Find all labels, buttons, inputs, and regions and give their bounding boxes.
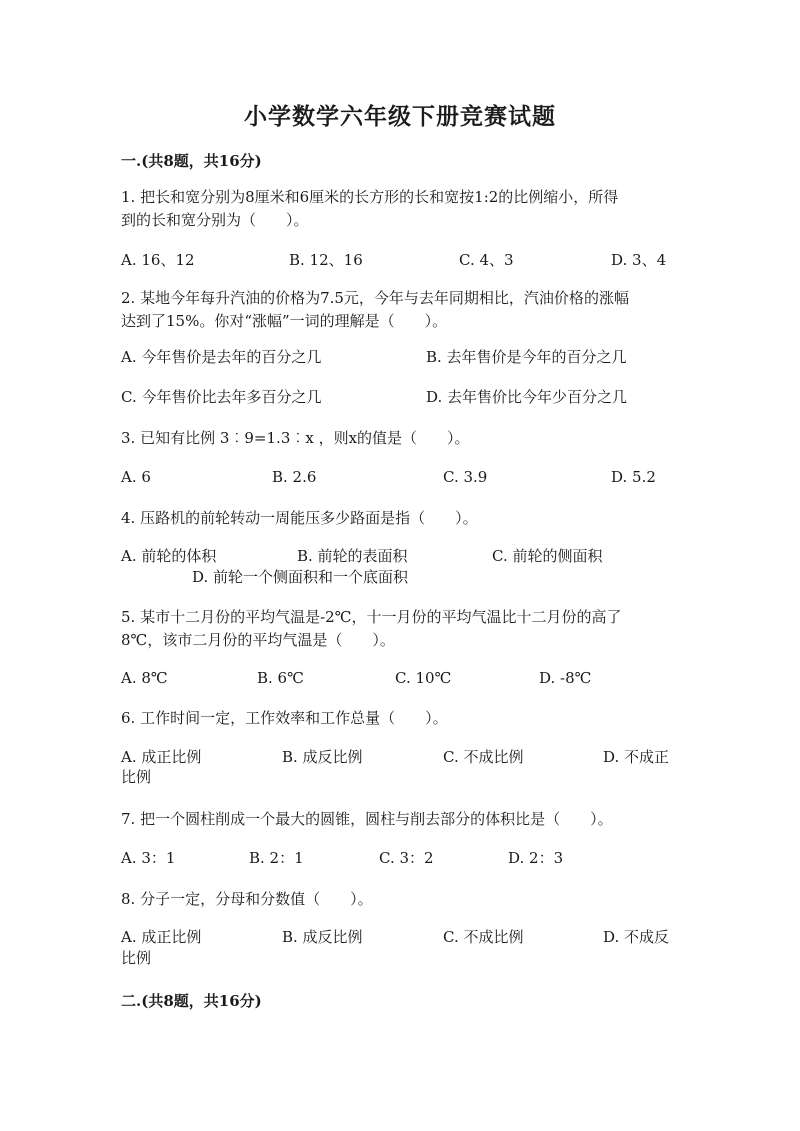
question-4-option-c: C. 前轮的侧面积 (492, 547, 603, 565)
question-7-option-a: A. 3：1 (121, 849, 176, 867)
question-2-option-c: C. 今年售价比去年多百分之几 (121, 388, 322, 406)
question-2-option-d: D. 去年售价比今年少百分之几 (426, 388, 628, 406)
question-1-option-c: C. 4、3 (459, 251, 514, 269)
question-8-line-1: 8. 分子一定，分母和分数值（ ）。 (121, 890, 373, 908)
question-8-option-b: B. 成反比例 (282, 928, 363, 946)
question-6-option-a: A. 成正比例 (121, 748, 202, 766)
question-8-option-c: C. 不成比例 (443, 928, 524, 946)
question-5-option-d: D. -8℃ (539, 669, 592, 687)
section-heading-1: 一.(共8题，共16分) (121, 152, 262, 170)
section-heading-2: 二.(共8题，共16分) (121, 992, 262, 1010)
question-8-option-d: D. 不成反 (603, 928, 670, 946)
question-6-line-1: 6. 工作时间一定，工作效率和工作总量（ ）。 (121, 709, 448, 727)
question-4-line-1: 4. 压路机的前轮转动一周能压多少路面是指（ ）。 (121, 509, 478, 527)
question-4 (121, 507, 681, 530)
question-5-line-2: 8℃，该市二月份的平均气温是（ ）。 (121, 631, 395, 649)
page-title: 小学数学六年级下册竞赛试题 (244, 103, 556, 130)
question-4-option-b: B. 前轮的表面积 (297, 547, 408, 565)
question-3-option-c: C. 3.9 (443, 468, 488, 486)
question-1 (121, 186, 681, 232)
question-6 (121, 707, 681, 730)
question-2-line-1: 2. 某地今年每升汽油的价格为7.5元，今年与去年同期相比，汽油价格的涨幅 (121, 289, 629, 307)
question-1-line-2: 到的长和宽分别为（ ）。 (121, 211, 309, 229)
question-3-option-a: A. 6 (121, 468, 151, 486)
question-1-option-b: B. 12、16 (289, 251, 363, 269)
question-4-option-a: A. 前轮的体积 (121, 547, 217, 565)
question-4-option-d: D. 前轮一个侧面积和一个底面积 (192, 568, 409, 586)
question-3-option-d: D. 5.2 (611, 468, 656, 486)
question-2 (121, 287, 681, 333)
question-1-option-d: D. 3、4 (611, 251, 667, 269)
question-5-option-b: B. 6℃ (257, 669, 304, 687)
question-7 (121, 808, 681, 831)
question-7-option-c: C. 3：2 (379, 849, 434, 867)
question-1-option-a: A. 16、12 (121, 251, 195, 269)
question-5 (121, 606, 681, 652)
question-3-line-1: 3. 已知有比例 3︰9=1.3︰x ，则x的值是（ ）。 (121, 429, 470, 447)
question-6-option-d: D. 不成正 (603, 748, 670, 766)
question-6-option-b: B. 成反比例 (282, 748, 363, 766)
question-3 (121, 427, 681, 450)
question-2-line-2: 达到了15%。你对“涨幅”一词的理解是（ ）。 (121, 312, 448, 330)
question-5-option-c: C. 10℃ (395, 669, 452, 687)
question-5-line-1: 5. 某市十二月份的平均气温是-2℃，十一月份的平均气温比十二月份的高了 (121, 608, 622, 626)
question-8-option-d-wrap: 比例 (121, 949, 152, 967)
question-7-option-b: B. 2：1 (249, 849, 304, 867)
question-6-option-d-wrap: 比例 (121, 768, 152, 786)
question-2-option-a: A. 今年售价是去年的百分之几 (121, 348, 322, 366)
question-6-option-c: C. 不成比例 (443, 748, 524, 766)
question-7-line-1: 7. 把一个圆柱削成一个最大的圆锥，圆柱与削去部分的体积比是（ ）。 (121, 810, 613, 828)
question-8 (121, 888, 681, 911)
question-5-option-a: A. 8℃ (121, 669, 168, 687)
question-1-line-1: 1. 把长和宽分别为8厘米和6厘米的长方形的长和宽按1:2的比例缩小，所得 (121, 188, 619, 206)
question-2-option-b: B. 去年售价是今年的百分之几 (426, 348, 627, 366)
question-3-option-b: B. 2.6 (272, 468, 317, 486)
question-7-option-d: D. 2：3 (508, 849, 564, 867)
question-8-option-a: A. 成正比例 (121, 928, 202, 946)
